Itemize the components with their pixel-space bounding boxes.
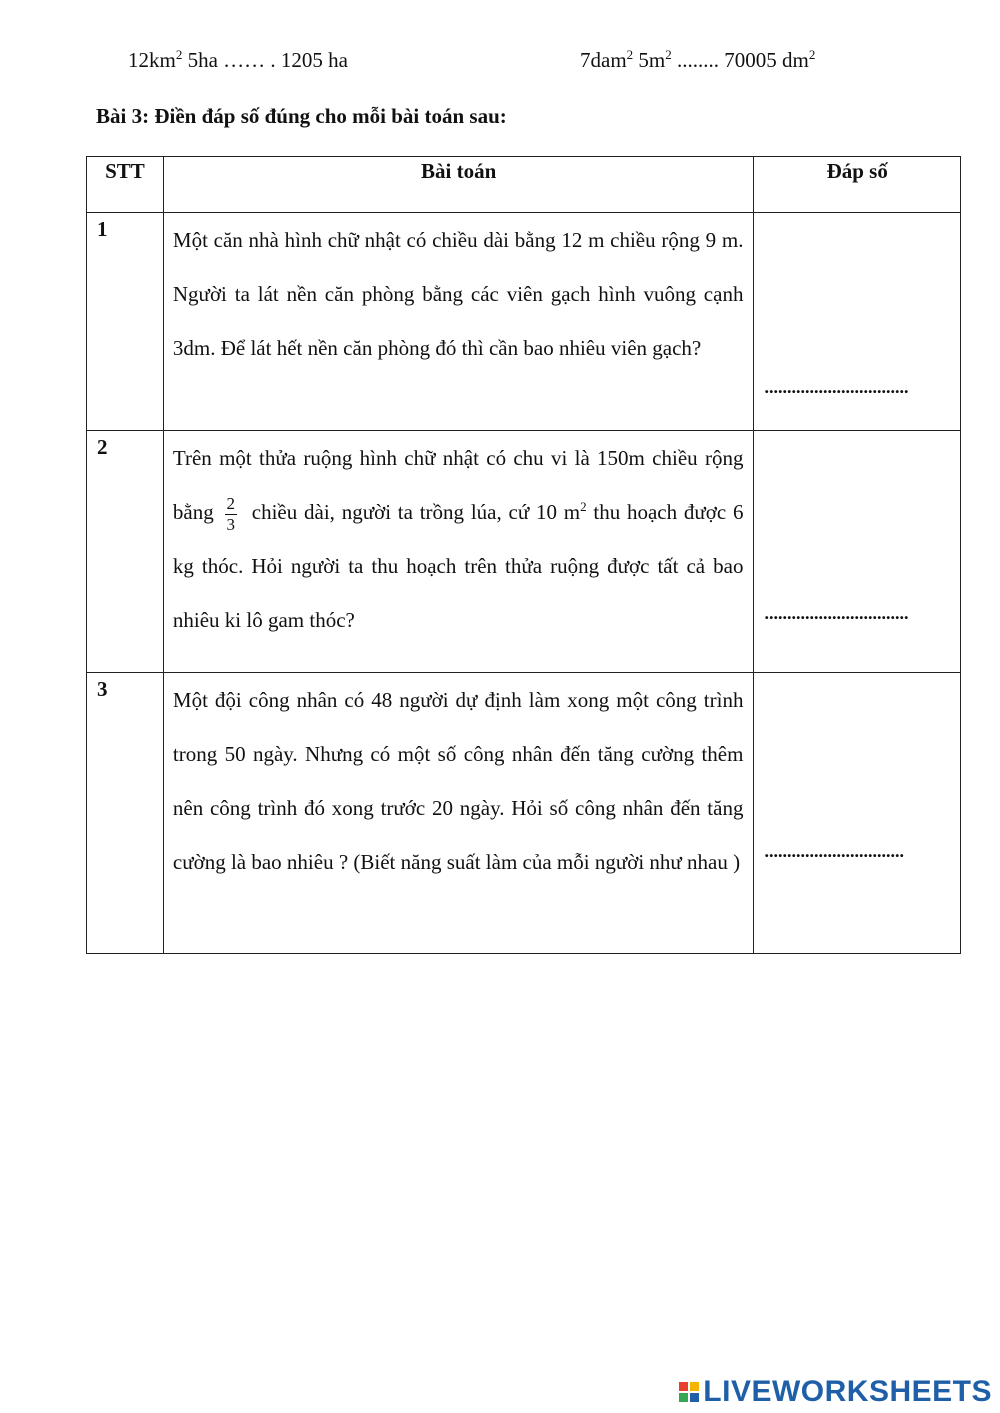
table-row: [87, 673, 961, 954]
problem-table: [86, 156, 961, 954]
liveworksheets-logo: [679, 1375, 992, 1409]
logo-icon: [679, 1382, 699, 1402]
header-problem: Bài toán: [163, 157, 754, 213]
answer-cell: [754, 673, 961, 954]
comparison-left: $12km^2$ 5ha …… . 1205 ha: [128, 47, 348, 72]
answer-blank[interactable]: ................................: [764, 377, 909, 397]
header-stt: STT: [87, 157, 164, 213]
table-header-row: [87, 157, 961, 213]
problem-text: Một căn nhà hình chữ nhật có chiều dài bằng 12 m chiều rộng 9 m. Người ta lát nền căn phòng bằng các viên gạch hình vuông cạnh 3dm. Để lát hết nền căn phòng đó thì cần bao nhiêu viên gạch?: [163, 213, 754, 431]
table-row: [87, 213, 961, 431]
table-row: [87, 431, 961, 673]
answer-cell: [754, 213, 961, 431]
logo-text: LIVEWORKSHEETS: [703, 1375, 992, 1408]
row-number: 1: [87, 213, 164, 431]
comparison-right: 7dam$^2$ $5m^2$ ........ 70005 $dm^2$: [580, 47, 816, 72]
header-answer: Đáp số: [754, 157, 961, 213]
row-number: 3: [87, 673, 164, 954]
problem-text: Một đội công nhân có 48 người dự định làm xong một công trình trong 50 ngày. Nhưng có một số công nhân đến tăng cường thêm nên công trình đó xong trước 20 ngày. Hỏi số công nhân đến tăng cường là bao nhiêu ? (Biết năng suất làm của mỗi người như nhau ): [163, 673, 754, 954]
answer-blank[interactable]: ................................: [764, 603, 909, 623]
exercise-heading: Bài 3: Điền đáp số đúng cho mỗi bài toán sau:: [96, 104, 507, 128]
row-number: 2: [87, 431, 164, 673]
fraction: $\frac{2}{3}$: [226, 493, 235, 534]
answer-cell: [754, 431, 961, 673]
problem-text: Trên một thửa ruộng hình chữ nhật có chu vi là 150m chiều rộng bằng $\frac{2}{3}$ chiều dài, người ta trồng lúa, cứ 10 $m^2$ thu hoạch được 6 kg thóc. Hỏi người ta thu hoạch trên thửa ruộng được tất cả bao nhiêu ki lô gam thóc?: [163, 431, 754, 673]
answer-blank[interactable]: ...............................: [764, 841, 904, 861]
